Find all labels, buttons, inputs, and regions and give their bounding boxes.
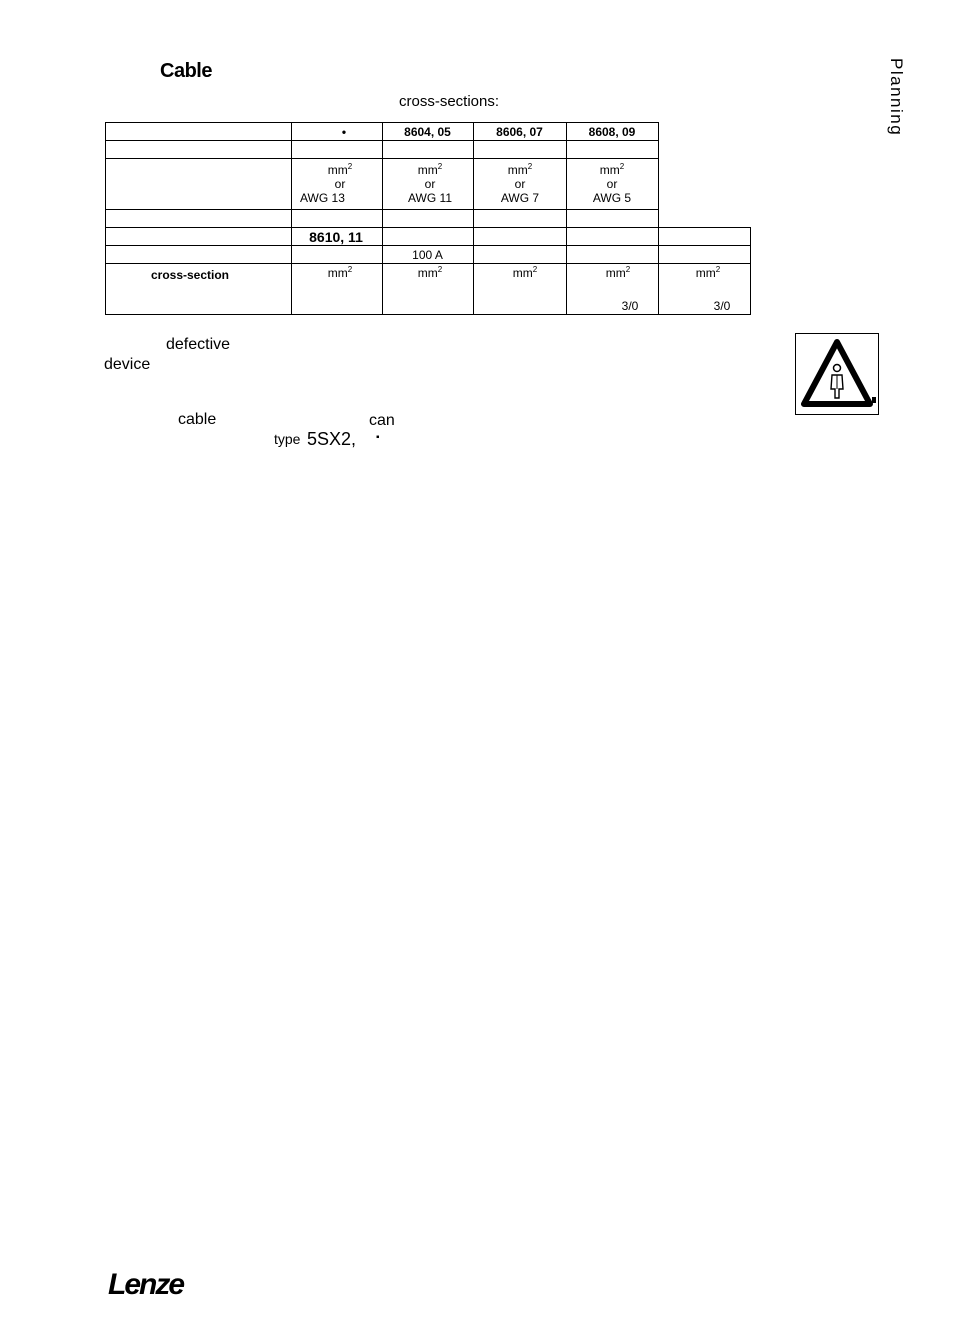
note-text: cable [178, 411, 217, 428]
intro-text: cross-sections: [399, 93, 500, 110]
header-cell: • [341, 125, 347, 139]
cable-table [0, 0, 954, 330]
header-cell: 8604, 05 [404, 125, 451, 139]
row-label: cross-section [150, 268, 230, 282]
unit-cell: $mm^2$ or AWG 13 [300, 162, 353, 205]
note-text: type [274, 431, 301, 447]
unit-cell: $mm^2$ [605, 265, 631, 280]
brand-logo: Lenze [108, 1268, 184, 1301]
section-title: Cable [160, 60, 212, 82]
unit-cell: $mm^2$ [327, 265, 353, 280]
unit-cell: $mm^2$ [417, 265, 443, 280]
unit-cell: $mm^2$ [512, 265, 538, 280]
awg-cell: 3/0 [621, 299, 639, 313]
note-text: device [104, 356, 151, 373]
unit-cell: $mm^2$ [695, 265, 721, 280]
note-text: ▪ [376, 432, 380, 443]
note-text: can [369, 412, 395, 429]
note-text: defective [166, 336, 231, 353]
header-cell: 8606, 07 [496, 125, 543, 139]
unit-cell: $mm^2$ or AWG 7 [500, 162, 540, 205]
note-text: 5SX2, [307, 429, 357, 449]
side-tab-label: Planning [887, 58, 906, 137]
current-cell: 100 A [412, 248, 443, 262]
header-cell: 8608, 09 [588, 125, 636, 139]
awg-cell: 3/0 [713, 299, 731, 313]
header-cell: 8610, 11 [309, 229, 363, 245]
warning-person-icon [795, 333, 879, 415]
unit-cell: $mm^2$ or AWG 11 [407, 162, 452, 205]
unit-cell: $mm^2$ or AWG 5 [592, 162, 632, 205]
